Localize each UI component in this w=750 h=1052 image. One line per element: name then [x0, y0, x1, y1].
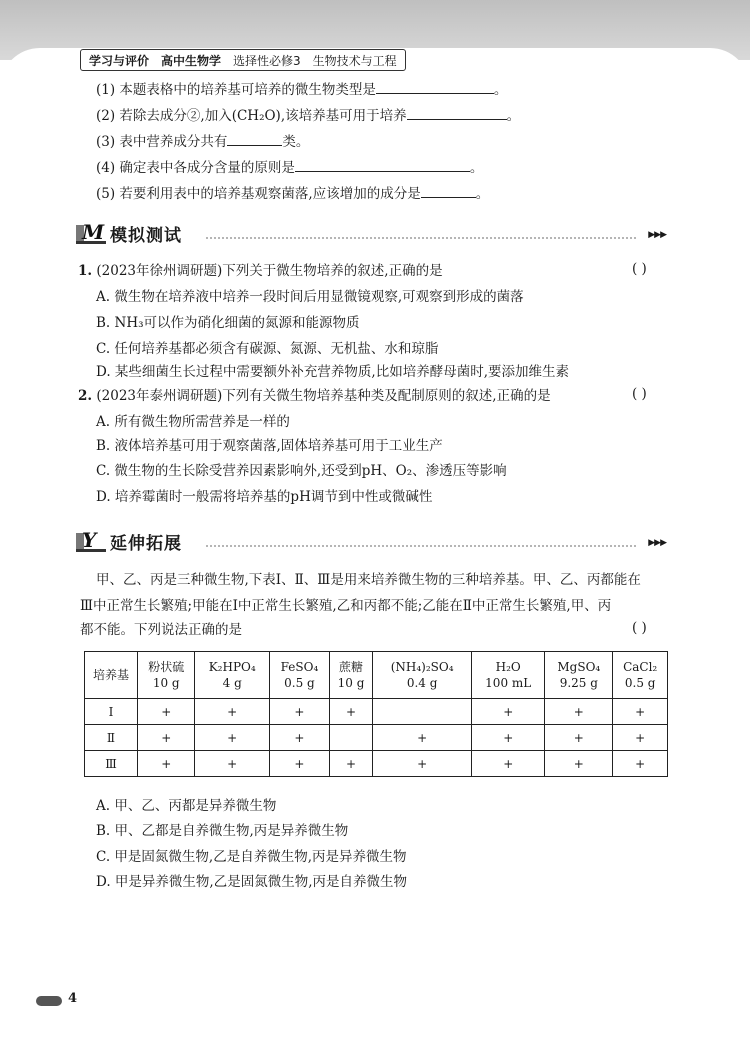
table-cell: +: [195, 699, 269, 725]
ext-option-a[interactable]: A. 甲、乙、丙都是异养微生物: [96, 798, 277, 814]
header-topic: 生物技术与工程: [312, 53, 397, 68]
dotted-rule: [206, 237, 636, 239]
table-cell: +: [329, 699, 372, 725]
table-cell: +: [329, 751, 372, 777]
answer-blank[interactable]: [227, 131, 282, 146]
table-column-header: K₂HPO₄ 4 g: [195, 652, 269, 699]
section-y-icon: [76, 530, 98, 552]
table-cell: +: [269, 699, 329, 725]
row-label: Ⅱ: [85, 725, 138, 751]
table-cell: +: [613, 751, 668, 777]
sub-question-3: (3) 表中营养成分共有 类。: [96, 131, 309, 152]
answer-blank[interactable]: [407, 105, 507, 120]
table-cell: +: [545, 699, 613, 725]
footer-tab: [36, 996, 62, 1006]
media-table: [84, 651, 668, 777]
q2-option-b[interactable]: B. 液体培养基可用于观察菌落,固体培养基可用于工业生产: [96, 438, 443, 454]
table-column-header: H₂O 100 mL: [472, 652, 545, 699]
dotted-rule: [206, 545, 636, 547]
header-book: 选择性必修3: [233, 53, 301, 68]
answer-paren[interactable]: ( ): [632, 620, 647, 636]
header-subject: 高中生物学: [161, 53, 222, 68]
q2-option-d[interactable]: D. 培养霉菌时一般需将培养基的pH调节到中性或微碱性: [96, 489, 433, 505]
table-cell: +: [545, 725, 613, 751]
table-column-header: 粉状硫 10 g: [138, 652, 195, 699]
ext-option-c[interactable]: C. 甲是固氮微生物,乙是自养微生物,丙是异养微生物: [96, 849, 407, 865]
table-cell: +: [195, 751, 269, 777]
table-cell: +: [269, 751, 329, 777]
ext-option-d[interactable]: D. 甲是异养微生物,乙是固氮微生物,丙是自养微生物: [96, 874, 408, 890]
table-cell: +: [138, 751, 195, 777]
answer-paren[interactable]: ( ): [632, 261, 647, 277]
triple-arrow-icon: ▶▶▶: [648, 538, 666, 548]
table-cell: +: [373, 751, 472, 777]
table-cell: +: [472, 725, 545, 751]
q1-option-b[interactable]: B. NH₃可以作为硝化细菌的氮源和能源物质: [96, 315, 360, 331]
table-cell: +: [195, 725, 269, 751]
sub-question-5: (5) 若要利用表中的培养基观察菌落,应该增加的成分是 。: [96, 183, 489, 204]
row-label: Ⅲ: [85, 751, 138, 777]
table-cell: +: [138, 725, 195, 751]
q1-option-c[interactable]: C. 任何培养基都必须含有碳源、氮源、无机盐、水和琼脂: [96, 341, 439, 357]
answer-blank[interactable]: [421, 183, 476, 198]
table-cell: +: [269, 725, 329, 751]
table-cell: +: [613, 725, 668, 751]
section-m-icon: [76, 220, 105, 244]
triple-arrow-icon: ▶▶▶: [648, 230, 666, 240]
q1-option-d[interactable]: D. 某些细菌生长过程中需要额外补充营养物质,比如培养酵母菌时,要添加维生素: [96, 364, 570, 380]
table-cell: [373, 699, 472, 725]
svg-text:M: M: [82, 220, 105, 244]
sub-question-1: (1) 本题表格中的培养基可培养的微生物类型是 。: [96, 79, 507, 100]
section-title: 延伸拓展: [110, 534, 182, 554]
table-row: [85, 725, 668, 751]
table-cell: +: [373, 725, 472, 751]
table-corner-cell: 培养基: [85, 652, 138, 699]
page-number: 4: [68, 991, 78, 1006]
running-header: [80, 49, 406, 71]
sub-question-4: (4) 确定表中各成分含量的原则是 。: [96, 157, 483, 178]
table-row: [85, 699, 668, 725]
table-cell: +: [545, 751, 613, 777]
ext-option-b[interactable]: B. 甲、乙都是自养微生物,丙是异养微生物: [96, 823, 349, 839]
section-mock-test: [76, 220, 666, 246]
question-1-stem: 1. (2023年徐州调研题)下列关于微生物培养的叙述,正确的是: [78, 263, 443, 279]
table-row: [85, 751, 668, 777]
header-series: 学习与评价: [89, 53, 150, 68]
sub-question-2: (2) 若除去成分②,加入(CH₂O),该培养基可用于培养 。: [96, 105, 520, 126]
table-cell: +: [472, 699, 545, 725]
section-extension: [76, 528, 666, 554]
ext-paragraph-line-2: Ⅲ中正常生长繁殖;甲能在Ⅰ中正常生长繁殖,乙和丙都不能;乙能在Ⅱ中正常生长繁殖,甲、丙: [80, 598, 612, 614]
answer-blank[interactable]: [295, 157, 470, 172]
table-cell: [329, 725, 372, 751]
table-cell: +: [613, 699, 668, 725]
table-column-header: (NH₄)₂SO₄ 0.4 g: [373, 652, 472, 699]
answer-paren[interactable]: ( ): [632, 386, 647, 402]
section-title: 模拟测试: [110, 226, 182, 246]
answer-blank[interactable]: [376, 79, 494, 94]
row-label: Ⅰ: [85, 699, 138, 725]
table-column-header: 蔗糖 10 g: [329, 652, 372, 699]
ext-paragraph-line-1: 甲、乙、丙是三种微生物,下表Ⅰ、Ⅱ、Ⅲ是用来培养微生物的三种培养基。甲、乙、丙都能在: [96, 572, 641, 588]
question-2-stem: 2. (2023年泰州调研题)下列有关微生物培养基种类及配制原则的叙述,正确的是: [78, 388, 551, 404]
table-header-row: [85, 652, 668, 699]
table-column-header: MgSO₄ 9.25 g: [545, 652, 613, 699]
table-column-header: CaCl₂ 0.5 g: [613, 652, 668, 699]
q2-option-a[interactable]: A. 所有微生物所需营养是一样的: [96, 414, 290, 430]
table-column-header: FeSO₄ 0.5 g: [269, 652, 329, 699]
ext-paragraph-line-3: 都不能。下列说法正确的是: [80, 622, 242, 638]
q1-option-a[interactable]: A. 微生物在培养液中培养一段时间后用显微镜观察,可观察到形成的菌落: [96, 289, 524, 305]
svg-text:Y: Y: [82, 528, 97, 552]
q2-option-c[interactable]: C. 微生物的生长除受营养因素影响外,还受到pH、O₂、渗透压等影响: [96, 463, 507, 479]
table-cell: +: [472, 751, 545, 777]
table-cell: +: [138, 699, 195, 725]
